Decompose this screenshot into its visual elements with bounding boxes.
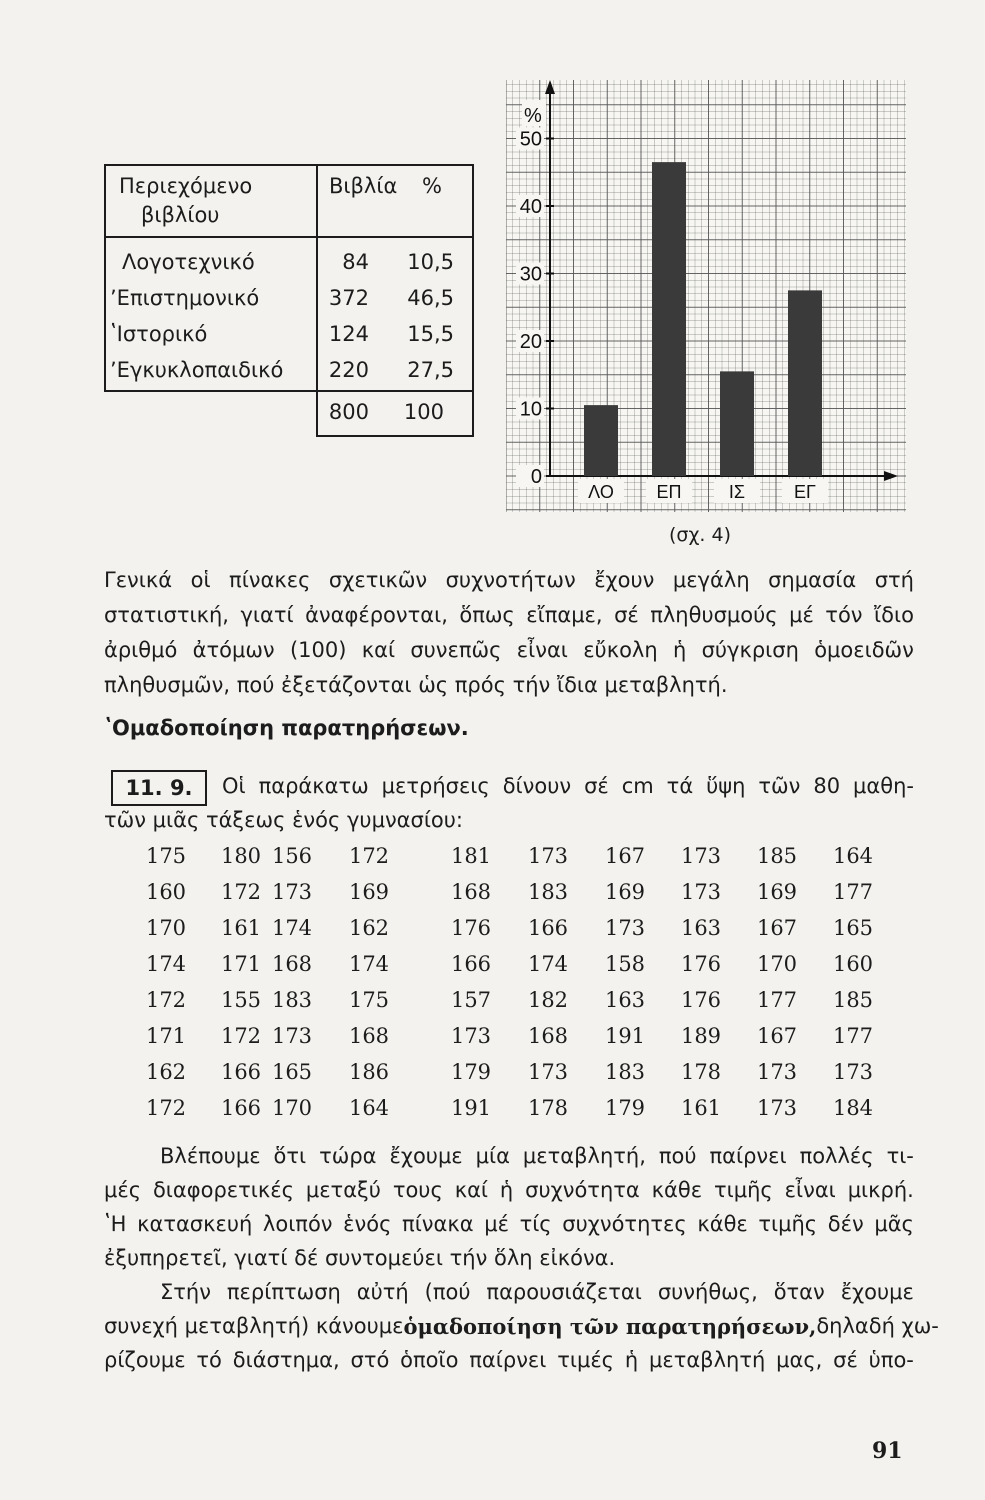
- word: εἶναι: [784, 1178, 836, 1202]
- word: τιμές: [557, 1348, 615, 1372]
- word: ἑνός: [343, 1212, 392, 1236]
- word: ἀναφέρονται,: [305, 603, 448, 627]
- word: διάστημα,: [232, 1348, 340, 1372]
- word: παίρνει: [709, 1144, 787, 1168]
- y-tick-label: 20: [519, 331, 542, 353]
- word: τους: [392, 1178, 443, 1202]
- height-value: 176: [450, 916, 492, 940]
- word: λοιπόν: [262, 1212, 333, 1236]
- word: γιατί: [240, 603, 294, 627]
- paragraph-line: [160, 1282, 914, 1303]
- height-value: 170: [271, 1096, 313, 1120]
- paragraph-line: πληθυσμῶν, πού ἐξετάζονται ὡς πρός τήν ἴδια μεταβλητή.: [104, 673, 728, 697]
- height-value: 175: [145, 844, 187, 868]
- word: ρίζουμε: [104, 1348, 186, 1372]
- word: τίς: [519, 1212, 552, 1236]
- height-value: 174: [348, 952, 390, 976]
- paragraph-line: [104, 1214, 914, 1235]
- y-tick-label: 40: [519, 196, 542, 218]
- word: πού: [658, 1144, 697, 1168]
- word: μές: [104, 1178, 142, 1202]
- word: τιμῆς: [713, 1178, 773, 1202]
- height-value: 172: [220, 1024, 262, 1048]
- height-value: 173: [527, 1060, 569, 1084]
- row-books: 372: [328, 286, 369, 310]
- height-value: 181: [450, 844, 492, 868]
- height-value: 173: [604, 916, 646, 940]
- word: σέ: [614, 603, 639, 627]
- height-value: 173: [271, 1024, 313, 1048]
- word: καί: [361, 638, 396, 662]
- height-value: 173: [271, 880, 313, 904]
- y-tick-label: 0: [530, 466, 542, 488]
- x-tick-label: ΙΣ: [728, 482, 746, 502]
- x-tick-label: ΛΟ: [588, 482, 614, 502]
- word: cm: [621, 774, 654, 798]
- height-value: 173: [832, 1060, 874, 1084]
- height-value: 169: [756, 880, 798, 904]
- word: ἔχουν: [594, 568, 655, 592]
- word: τό: [196, 1348, 222, 1372]
- word: ʽΗ: [104, 1212, 127, 1236]
- height-value: 170: [756, 952, 798, 976]
- height-value: 169: [604, 880, 646, 904]
- word: μας,: [776, 1348, 823, 1372]
- height-value: 174: [527, 952, 569, 976]
- word: παίρνει: [469, 1348, 547, 1372]
- height-value: 174: [271, 916, 313, 940]
- height-value: 173: [450, 1024, 492, 1048]
- height-value: 161: [680, 1096, 722, 1120]
- height-value: 191: [450, 1096, 492, 1120]
- height-value: 167: [756, 916, 798, 940]
- height-value: 173: [756, 1060, 798, 1084]
- word: κατασκευή: [137, 1212, 253, 1236]
- header-books: Βιβλία: [329, 174, 398, 198]
- header-percent: %: [422, 174, 442, 198]
- book-content-table: [104, 164, 474, 437]
- row-books: 84: [342, 250, 369, 274]
- word: ἡ: [499, 1178, 514, 1202]
- row-percent: 15,5: [407, 322, 454, 346]
- paragraph-text: συνεχή μεταβλητή) κάνουμε: [104, 1314, 404, 1338]
- word: ὅπως: [459, 603, 515, 627]
- height-value: 189: [680, 1024, 722, 1048]
- word: διαφορετικές: [152, 1178, 294, 1202]
- height-value: 165: [832, 916, 874, 940]
- word: ἡ: [672, 638, 687, 662]
- height-value: 172: [348, 844, 390, 868]
- word: ὑπο-: [868, 1348, 914, 1372]
- word: ἴδιο: [874, 603, 914, 627]
- page-number: 91: [872, 1438, 903, 1464]
- word: εὔκολη: [583, 638, 658, 662]
- word: πληθυσμούς: [650, 603, 778, 627]
- x-tick-label: ΕΠ: [656, 482, 682, 502]
- paragraph-line: [160, 1146, 914, 1167]
- row-label: Λογοτεχνικό: [122, 250, 255, 274]
- height-value: 186: [348, 1060, 390, 1084]
- word: ἡ: [624, 1348, 639, 1372]
- word: στή: [874, 568, 914, 592]
- height-value: 162: [348, 916, 390, 940]
- height-value: 180: [220, 844, 262, 868]
- word: συνεπῶς: [410, 638, 502, 662]
- word: συνήθως,: [657, 1280, 758, 1304]
- word: στό: [350, 1348, 390, 1372]
- height-value: 155: [220, 988, 262, 1012]
- height-value: 173: [756, 1096, 798, 1120]
- word: καί: [454, 1178, 489, 1202]
- height-value: 185: [832, 988, 874, 1012]
- paragraph-line: [104, 1350, 914, 1371]
- height-value: 160: [832, 952, 874, 976]
- height-value: 160: [145, 880, 187, 904]
- row-percent: 46,5: [407, 286, 454, 310]
- word: τι-: [886, 1144, 914, 1168]
- word: πίνακες: [229, 568, 311, 592]
- word: ἔχουμε: [389, 1144, 463, 1168]
- word: αὐτή: [356, 1280, 409, 1304]
- figure-caption: (σχ. 4): [669, 524, 732, 546]
- height-value: 183: [271, 988, 313, 1012]
- word: ὁμοειδῶν: [814, 638, 914, 662]
- exercise-number: 11. 9.: [111, 770, 207, 806]
- height-value: 185: [756, 844, 798, 868]
- word: Οἱ: [222, 774, 246, 798]
- row-books: 124: [328, 322, 369, 346]
- word: μεταβλητή: [648, 1348, 766, 1372]
- paragraph-line: [104, 1180, 914, 1201]
- bold-term: ὁμαδοποίηση τῶν παρατηρήσεων,: [403, 1314, 817, 1339]
- height-value: 179: [450, 1060, 492, 1084]
- height-value: 169: [348, 880, 390, 904]
- paragraph-line: [104, 605, 914, 626]
- height-value: 177: [832, 1024, 874, 1048]
- height-value: 173: [680, 880, 722, 904]
- bar: [652, 162, 686, 476]
- word: σημασία: [768, 568, 857, 592]
- word: μεταβλητή,: [522, 1144, 646, 1168]
- height-value: 182: [527, 988, 569, 1012]
- height-value: 173: [527, 844, 569, 868]
- height-value: 191: [604, 1024, 646, 1048]
- height-value: 172: [220, 880, 262, 904]
- row-label: ʼΕγκυκλοπαιδικό: [110, 358, 284, 382]
- word: 80: [813, 774, 841, 798]
- height-value: 168: [527, 1024, 569, 1048]
- word: τῶν: [758, 774, 801, 798]
- word: ἀτόμων: [192, 638, 275, 662]
- word: τά: [666, 774, 694, 798]
- word: μέ: [484, 1212, 509, 1236]
- height-value: 174: [145, 952, 187, 976]
- chart-background: [506, 80, 906, 512]
- word: τιμῆς: [758, 1212, 818, 1236]
- height-value: 168: [271, 952, 313, 976]
- word: δίνουν: [502, 774, 572, 798]
- paragraph-line: ἐξυπηρετεῖ, γιατί δέ συντομεύει τήν ὅλη εἰκόνα.: [104, 1246, 616, 1270]
- word: κάθε: [651, 1178, 703, 1202]
- height-value: 164: [832, 844, 874, 868]
- word: σχετικῶν: [328, 568, 428, 592]
- exercise-text: τῶν μιᾶς τάξεως ἑνός γυμνασίου:: [104, 808, 464, 832]
- height-value: 176: [680, 988, 722, 1012]
- word: ὅτι: [273, 1144, 307, 1168]
- percentage-bar-chart: [506, 80, 906, 512]
- word: τώρα: [319, 1144, 377, 1168]
- word: ὁποῖο: [400, 1348, 459, 1372]
- word: μᾶς: [874, 1212, 914, 1236]
- word: Βλέπουμε: [160, 1144, 261, 1168]
- word: μεταξύ: [305, 1178, 381, 1202]
- word: εἶναι: [516, 638, 568, 662]
- word: παράκατω: [258, 774, 369, 798]
- word: συχνότητες: [562, 1212, 687, 1236]
- word: μικρή.: [847, 1178, 914, 1202]
- height-value: 177: [832, 880, 874, 904]
- word: ἀριθμό: [104, 638, 178, 662]
- height-value: 172: [145, 988, 187, 1012]
- word: στατιστική,: [104, 603, 229, 627]
- height-value: 165: [271, 1060, 313, 1084]
- height-value: 170: [145, 916, 187, 940]
- height-value: 183: [604, 1060, 646, 1084]
- header-content-line2: βιβλίου: [141, 203, 220, 227]
- height-value: 166: [527, 916, 569, 940]
- word: εἴπαμε,: [526, 603, 603, 627]
- word: παρουσιάζεται: [486, 1280, 642, 1304]
- paragraph-line: [104, 570, 914, 591]
- height-value: 184: [832, 1096, 874, 1120]
- height-value: 178: [680, 1060, 722, 1084]
- word: συχνότητα: [525, 1178, 640, 1202]
- header-content-line1: Περιεχόμενο: [119, 174, 253, 198]
- word: κάθε: [697, 1212, 748, 1236]
- word: σέ: [833, 1348, 858, 1372]
- row-books: 220: [328, 358, 369, 382]
- row-percent: 27,5: [407, 358, 454, 382]
- paragraph-line: [104, 1314, 939, 1339]
- word: οἱ: [190, 568, 211, 592]
- row-label: ʼΕπιστημονικό: [110, 286, 260, 310]
- height-value: 167: [756, 1024, 798, 1048]
- word: συχνοτήτων: [445, 568, 576, 592]
- height-value: 161: [220, 916, 262, 940]
- height-value: 162: [145, 1060, 187, 1084]
- x-tick-label: ΕΓ: [794, 482, 816, 502]
- y-tick-label: 10: [519, 398, 542, 421]
- word: τόν: [825, 603, 863, 627]
- word: μετρήσεις: [381, 774, 490, 798]
- height-value: 178: [527, 1096, 569, 1120]
- word: ἔχουμε: [840, 1280, 914, 1304]
- word: περίπτωση: [226, 1280, 341, 1304]
- word: ὅταν: [773, 1280, 825, 1304]
- height-value: 158: [604, 952, 646, 976]
- total-percent: 100: [403, 400, 444, 424]
- height-value: 164: [348, 1096, 390, 1120]
- height-value: 163: [604, 988, 646, 1012]
- height-value: 172: [145, 1096, 187, 1120]
- exercise-text: [222, 776, 914, 797]
- word: (πού: [424, 1280, 471, 1304]
- height-value: 171: [145, 1024, 187, 1048]
- row-percent: 10,5: [407, 250, 454, 274]
- bar: [788, 290, 822, 476]
- word: δέν: [827, 1212, 864, 1236]
- height-value: 166: [220, 1060, 262, 1084]
- height-value: 167: [604, 844, 646, 868]
- word: σέ: [584, 774, 609, 798]
- word: σύγκριση: [701, 638, 799, 662]
- word: μία: [475, 1144, 510, 1168]
- paragraph-text: δηλαδή χω-: [816, 1314, 939, 1338]
- row-label: ʽΙστορικό: [110, 322, 208, 346]
- word: (100): [289, 638, 347, 662]
- y-tick-label: 50: [519, 128, 542, 151]
- bar: [720, 371, 754, 476]
- height-value: 171: [220, 952, 262, 976]
- y-tick-label: 30: [519, 263, 542, 286]
- height-value: 163: [680, 916, 722, 940]
- word: μαθη-: [853, 774, 914, 798]
- height-value: 156: [271, 844, 313, 868]
- word: Στήν: [160, 1280, 211, 1304]
- bar: [584, 405, 618, 476]
- height-value: 183: [527, 880, 569, 904]
- total-books: 800: [328, 400, 369, 424]
- height-value: 176: [680, 952, 722, 976]
- word: ὕψη: [706, 774, 746, 798]
- height-value: 166: [220, 1096, 262, 1120]
- word: πίνακα: [402, 1212, 474, 1236]
- word: μεγάλη: [672, 568, 750, 592]
- height-value: 173: [680, 844, 722, 868]
- section-heading: ʽΟμαδοποίηση παρατηρήσεων.: [104, 716, 469, 740]
- height-value: 168: [450, 880, 492, 904]
- word: μέ: [789, 603, 814, 627]
- height-value: 157: [450, 988, 492, 1012]
- word: πολλές: [799, 1144, 874, 1168]
- height-value: 166: [450, 952, 492, 976]
- height-value: 177: [756, 988, 798, 1012]
- height-value: 179: [604, 1096, 646, 1120]
- height-value: 175: [348, 988, 390, 1012]
- height-value: 168: [348, 1024, 390, 1048]
- paragraph-line: [104, 640, 914, 661]
- word: Γενικά: [104, 568, 173, 592]
- y-axis-unit: %: [524, 105, 542, 127]
